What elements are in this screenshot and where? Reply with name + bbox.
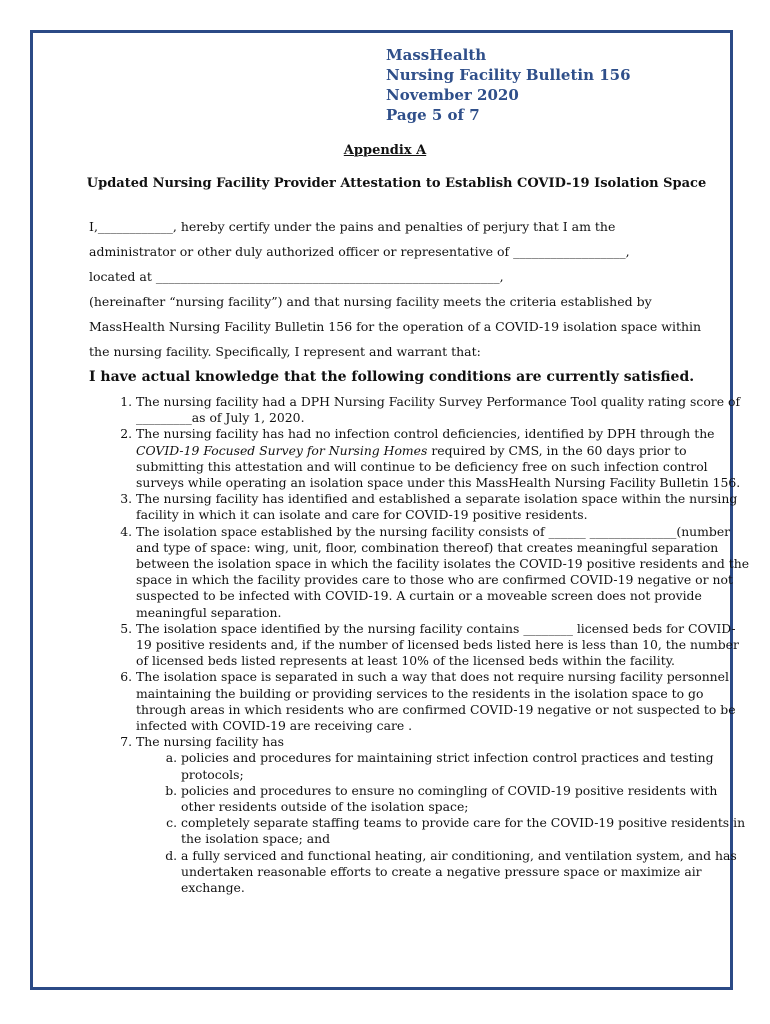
certification-block	[89, 214, 707, 364]
condition-item	[136, 621, 751, 670]
condition-item	[136, 426, 751, 491]
sub-item: a. policies and procedures for maintaining strict infection control practices and testing protocols;	[181, 750, 751, 782]
condition-text: required by CMS, in the 60 days prior to submitting this attestation and will continue to be deficiency free on such infection control surveys while operating an isolation space under this MassHealth Nursing Facility Bulletin 156.	[136, 442, 741, 491]
sub-item: d. a fully serviced and functional heating, air conditioning, and ventilation system, and has undertaken reasonable efforts to create a negative pressure space or maximize air exchange.	[181, 848, 751, 897]
condition-sublist	[136, 750, 751, 896]
header-org: MassHealth	[386, 46, 487, 64]
condition-text: The nursing facility has identified and established a separate isolation space within the nursing facility in which it can isolate and care for COVID-19 positive residents.	[136, 491, 738, 523]
condition-item	[136, 394, 751, 426]
condition-text: The nursing facility had a DPH Nursing Facility Survey Performance Tool quality rating score of _________as of July 1, 2020.	[136, 394, 741, 426]
sub-item: b. policies and procedures to ensure no comingling of COVID-19 positive residents with other residents outside of the isolation space;	[181, 783, 751, 815]
header-bulletin: Nursing Facility Bulletin 156	[386, 66, 631, 84]
condition-survey-name: COVID-19 Focused Survey for Nursing Homes	[136, 442, 428, 458]
cert-line-1: I,____________, hereby certify under the pains and penalties of perjury that I am the	[89, 219, 616, 234]
cert-line-4: (hereinafter “nursing facility”) and that nursing facility meets the criteria established by MassHealth Nursing Facility Bulletin 156 for the operation of a COVID-19 isolation space within the nursing facility. Specifically, I represent and warrant that:	[89, 294, 702, 359]
cert-line-3: located at _______________________________________________________,	[89, 269, 504, 284]
form-title: Updated Nursing Facility Provider Attestation to Establish COVID-19 Isolation Space	[86, 176, 707, 191]
condition-item	[136, 734, 751, 896]
condition-text: The isolation space identified by the nursing facility contains ________ licensed beds for COVID-19 positive residents and, if the number of licensed beds listed here is less than 10, the number of licensed beds listed represents at least 10% of the licensed beds within the facility.	[136, 620, 739, 669]
knowledge-heading: I have actual knowledge that the following conditions are currently satisfied.	[89, 369, 695, 385]
bulletin-header	[386, 45, 631, 125]
header-page: Page 5 of 7	[386, 106, 480, 124]
condition-text: The nursing facility has had no infection control deficiencies, identified by DPH through the	[136, 426, 715, 442]
sub-item: c. completely separate staffing teams to provide care for the COVID-19 positive residents in the isolation space; and	[181, 815, 751, 847]
appendix-title: Appendix A	[343, 143, 427, 158]
cert-line-2: administrator or other duly authorized officer or representative of __________________,	[89, 244, 630, 259]
condition-text: The isolation space established by the nursing facility consists of ______ ______________(number and type of space: wing, unit, floor, combination thereof) that creates meaningful separation between the isolation space in which the facility isolates the COVID-19 positive residents and the space in which the facility provides care to those who are confirmed COVID-19 negative or not suspected to be infected with COVID-19. A curtain or a moveable screen does not provide meaningful separation.	[136, 523, 750, 620]
conditions-list	[89, 394, 751, 896]
condition-item	[136, 524, 751, 621]
header-date: November 2020	[386, 86, 519, 104]
condition-item	[136, 669, 751, 734]
condition-text: The isolation space is separated in such a way that does not require nursing facility personnel maintaining the building or providing services to the residents in the isolation space to go through areas in which residents who are confirmed COVID-19 negative or not suspected to be infected with COVID-19 are receiving care .	[136, 669, 736, 734]
condition-item	[136, 491, 751, 523]
condition-text: The nursing facility has	[136, 734, 285, 750]
